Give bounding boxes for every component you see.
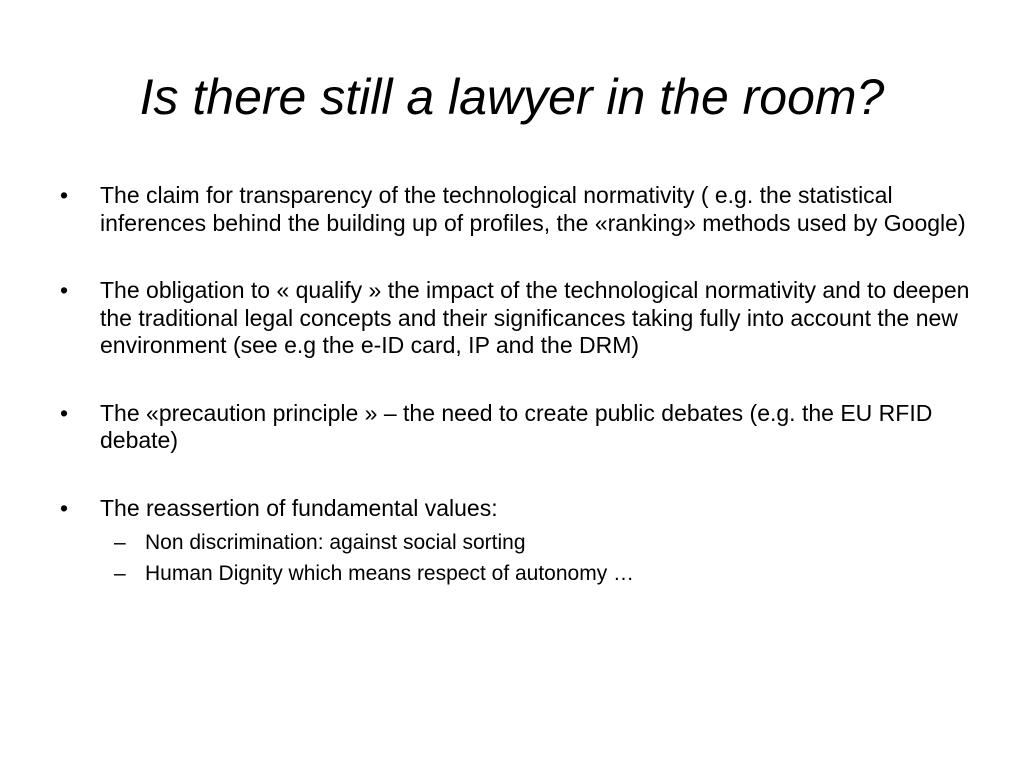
bullet-marker: • [60,494,69,521]
bullet-item-fundamental-values [60,495,980,590]
slide-title: Is there still a lawyer in the room? [139,69,885,125]
bullet-marker: • [60,277,69,303]
sub-bullet-text: Human Dignity which means respect of autonomy … [145,562,635,585]
bullet-marker: • [60,182,69,208]
sub-bullet-list [100,527,980,589]
bullet-text: The reassertion of fundamental values: [100,494,498,521]
bullet-marker: • [60,399,69,426]
sub-bullet-marker: – [114,531,126,554]
bullet-text: The «precaution principle » – the need to create public debates (e.g. the EU RFID debate) [100,399,933,453]
bullet-text: The obligation to « qualify » the impact of the technological normativity and to deepen the traditional legal concepts and their significances taking fully into account the new environment (see e.g the e-ID card, IP and the DRM) [100,277,970,358]
bullet-text: The claim for transparency of the technological normativity ( e.g. the statistical inferences behind the building up of profiles, the «ranking» methods used by Google) [100,182,966,236]
bullet-list [60,182,980,589]
sub-bullet-text: Non discrimination: against social sorting [145,531,526,554]
bullet-item-transparency [60,182,980,237]
sub-bullet-human-dignity [100,558,980,589]
bullet-item-obligation [60,277,980,360]
sub-bullet-marker: – [114,562,126,585]
sub-bullet-non-discrimination [100,527,980,558]
bullet-item-precaution [60,400,980,455]
